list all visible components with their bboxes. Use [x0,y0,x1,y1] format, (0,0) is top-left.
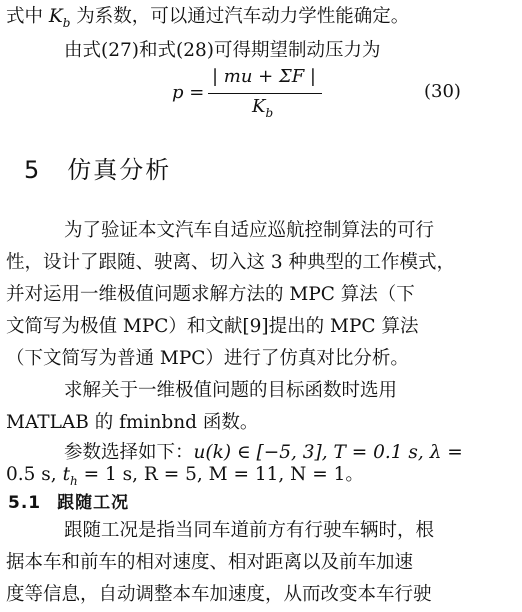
text-span: 参数选择如下： [64,442,194,463]
text-line [6,4,522,31]
text-span: 式中 [6,6,49,27]
text-span: 性，设计了跟随、驶离、切入这 3 种典型的工作模式， [6,252,456,273]
equation-number-text: (30) [424,81,461,102]
subsection-title: 跟随工况 [57,493,130,513]
text-span: 0.5 s, [6,464,63,485]
symbol-K: K [48,6,63,27]
text-span: 并对运用一维极值问题求解方法的 MPC 算法（下 [6,284,415,305]
section-heading [24,150,171,185]
text-line [6,582,522,608]
text-span: 文简写为极值 MPC）和文献[9]提出的 MPC 算法 [6,316,419,337]
text-line [64,378,522,404]
text-span: 为了验证本文汽车自适应巡航控制算法的可行 [64,220,435,241]
text-line [64,38,522,64]
subscript: h [70,474,78,488]
text-span: = 1 s, R = 5, M = 11, N = 1。 [77,464,364,485]
equation-lhs [172,82,204,103]
equation-denominator [252,96,274,120]
text-span: 据本车和前车的相对速度、相对距离以及前车加速 [6,552,414,573]
symbol-t: t [62,464,70,485]
equation-lhs-text: p = [172,82,205,103]
text-span: 求解关于一维极值问题的目标函数时选用 [64,380,398,401]
text-line [6,550,522,576]
text-line [6,282,522,308]
subscript: b [265,106,274,120]
text-line [64,518,522,544]
subsection-heading [8,488,129,513]
text-span: 度等信息，自动调整本车加速度，从而改变本车行驶 [6,584,432,605]
text-line [6,250,522,276]
text-span: 跟随工况是指当同车道前方有行驶车辆时，根 [64,520,435,541]
section-number: 5 [24,156,42,184]
text-span: MATLAB 的 fminbnd 函数。 [6,412,259,433]
equation-number [424,81,461,102]
fraction-bar [208,93,322,94]
text-line [6,462,522,489]
equation-numerator-text: | mu + ΣF | [212,66,316,87]
text-line [6,346,522,372]
equation-numerator [212,66,316,87]
subscript: b [62,16,71,30]
subsection-number: 5.1 [8,493,42,513]
text-span: （下文简写为普通 MPC）进行了仿真对比分析。 [6,348,409,369]
text-line [64,218,522,244]
symbol-K: K [252,96,266,117]
text-span: 由式(27)和式(28)可得期望制动压力为 [64,40,381,61]
text-span: 为系数，可以通过汽车动力学性能确定。 [70,6,410,27]
text-span: u(k) ∈ [−5, 3], T = 0.1 s, λ = [193,442,463,463]
text-line [6,314,522,340]
section-title: 仿真分析 [67,156,172,184]
text-line [6,410,522,436]
